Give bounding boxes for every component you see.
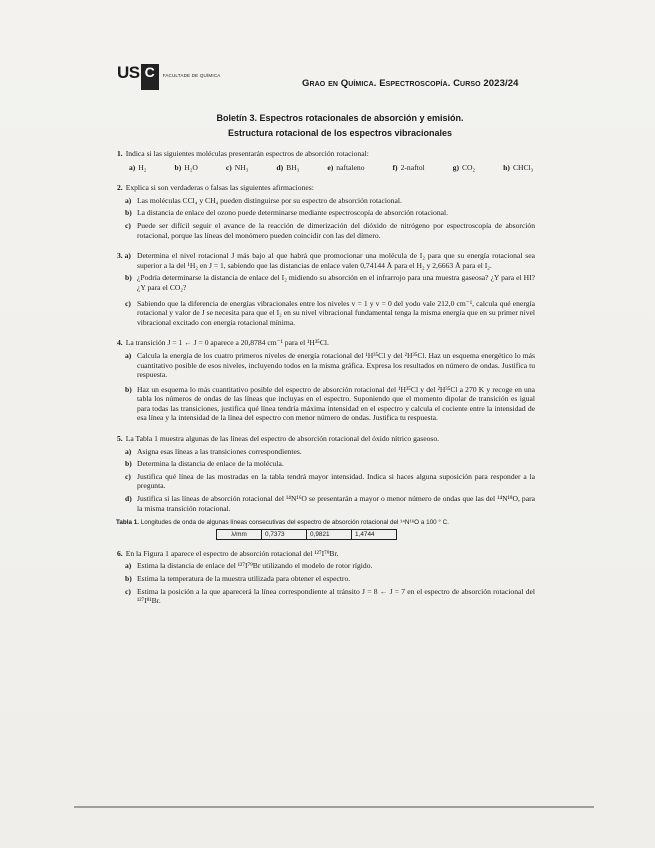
exercise-list bbox=[117, 149, 535, 606]
logo-box: C bbox=[141, 64, 159, 90]
sub-question: a) Estima la distancia de enlace del ¹²⁷I⁷⁹Br utilizando el modelo de rotor rígido. bbox=[125, 561, 373, 571]
option-item: c) NH₃ bbox=[225, 162, 249, 172]
q-text: En la Figura 1 aparece el espectro de absorción rotacional del ¹²⁷I⁷⁹Br. bbox=[125, 548, 339, 558]
q-number: 2. bbox=[117, 183, 123, 193]
bulletin-title: Boletín 3. Espectros rotacionales de absorción y emisión. bbox=[216, 113, 464, 123]
sub-question: a) Las moléculas CCl₄ y CH₄ pueden distinguirse por su espectro de absorción rotacional. bbox=[125, 195, 402, 205]
sub-question: c) Justifica qué línea de las mostradas en la tabla tendrá mayor intensidad. Indica si haces alguna suposición para responder a la pregunta. bbox=[125, 471, 535, 491]
table-header-cell: λ/mm bbox=[217, 529, 262, 539]
table-cell: 0,7373 bbox=[262, 529, 307, 539]
sub-question: c) Puede ser difícil seguir el avance de la reacción de dimerización del dióxido de nitrógeno por espectroscopía de absorción rotacional, porque las líneas del monómero pueden coincidir con las del dímero. bbox=[125, 220, 535, 240]
question-2 bbox=[117, 183, 535, 240]
sub-question: c) Sabiendo que la diferencia de energías vibracionales entre los niveles v = 1 y v = 0 del yodo vale 212,0 cm⁻¹, calcula qué energía rotacional y valor de J se necesita para que el I₂ en su nivel vibracional fundamental tenga la misma energía que en su primer nivel vibracional excitado con energía rotacional mínima. bbox=[125, 298, 535, 327]
q-number: 1. bbox=[117, 149, 123, 158]
question-4 bbox=[117, 338, 535, 423]
option-item: a) H₂ bbox=[129, 162, 147, 172]
sub-question: a) Asigna esas líneas a las transiciones correspondientes. bbox=[125, 446, 302, 456]
table-cell: 0,9821 bbox=[307, 529, 352, 539]
sub-question: b) Haz un esquema lo más cuantitativo posible del espectro de absorción rotacional del ¹H³⁵Cl y del ²H³⁵Cl a 270 K y recoge en una tabla los números de ondas de las líneas que incluyas en el espectro. Suponiendo que el momento dipolar de transición es igual para todas las transiciones, justifica qué línea tendría máxima intensidad en el espectro y calcula el cociente entre la intensidad de esa línea y la intensidad de la línea del espectro con menor número de ondas. Justifica tu respuesta. bbox=[125, 384, 535, 423]
q-number: 5. bbox=[117, 434, 123, 444]
wavelength-table bbox=[216, 529, 397, 540]
bulletin-subtitle: Estructura rotacional de los espectros vibracionales bbox=[227, 128, 453, 138]
course-header: Grao en Química. Espectroscopía. Curso 2023/24 bbox=[302, 78, 519, 89]
option-item: b) H₂O bbox=[174, 162, 198, 172]
option-item: d) BH₃ bbox=[276, 162, 300, 172]
option-item: e) naftaleno bbox=[327, 162, 365, 172]
logo-text: US bbox=[117, 63, 140, 82]
sub-question: d) Justifica si las líneas de absorción rotacional del ¹⁴N¹⁶O se presentarán a mayor o menor número de ondas que las del ¹⁴N¹⁸O, para la misma transición rotacional. bbox=[125, 494, 535, 513]
molecule-options bbox=[129, 163, 535, 173]
sub-question: b) Determina la distancia de enlace de la molécula. bbox=[125, 459, 284, 469]
faculty-name: FACULTADE DE QUÍMICA bbox=[162, 73, 221, 78]
option-item: h) CHCl₃ bbox=[503, 162, 534, 172]
q-number: 6. bbox=[117, 548, 123, 558]
sub-question: b) ¿Podría determinarse la distancia de enlace del I₂ midiendo su absorción en el infrarrojo para una muestra gaseosa? ¿Y para el HI? ¿Y para el CO₂? bbox=[125, 273, 535, 292]
table-cell: 1,4744 bbox=[352, 529, 397, 539]
sub-question: a) Calcula la energía de los cuatro primeros niveles de energía rotacional del ¹H³⁵Cl y del ²H³⁵Cl. Haz un esquema energético lo más cuantitativo posible de esos niveles, incluyendo todos en la misma gráfica. Expresa los resultados en número de ondas. Justifica tu respuesta. bbox=[125, 350, 535, 380]
sub-question: c) Estima la posición a la que aparecerá la línea correspondiente al tránsito J = 8 ← J = 7 en el espectro de absorción rotacional del ¹²⁷I⁸¹Br. bbox=[125, 586, 535, 606]
q-text: La Tabla 1 muestra algunas de las líneas del espectro de absorción rotacional del óxido nítrico gaseoso. bbox=[125, 434, 440, 444]
option-item: f) 2-naftol bbox=[392, 162, 425, 172]
question-1 bbox=[117, 149, 535, 172]
usc-logo bbox=[117, 64, 220, 90]
q-text: Indica si las siguientes moléculas presentarán espectros de absorción rotacional: bbox=[125, 149, 369, 158]
scan-edge-line bbox=[74, 806, 594, 808]
q-text: La transición J = 1 ← J = 0 aparece a 20,8784 cm⁻¹ para el ¹H³⁵Cl. bbox=[125, 338, 329, 348]
question-6 bbox=[117, 549, 535, 606]
table-caption: Tabla 1. Longitudes de onda de algunas líneas consecutivas del espectro de absorción rotacional del ¹⁴N¹⁶O a 100 ° C. bbox=[116, 519, 449, 527]
sub-question: b) La distancia de enlace del ozono puede determinarse mediante espectroscopía de absorción rotacional. bbox=[125, 208, 448, 218]
sub-question: b) Estima la temperatura de la muestra utilizada para obtener el espectro. bbox=[125, 574, 351, 583]
q-number: 4. bbox=[117, 338, 123, 348]
q-text: Explica si son verdaderas o falsas las siguientes afirmaciones: bbox=[125, 183, 314, 193]
question-3 bbox=[117, 251, 535, 327]
sub-question: 3. a) Determina el nivel rotacional J más bajo al que habrá que promocionar una molécula de I₂ para que su energía rotacional sea superior a la del ¹H₂ en J = 1, sabiendo que las distancias de enlace valen 0,74144 Å para el H₂ y 2,6663 Å para el I₂. bbox=[117, 251, 535, 270]
question-5 bbox=[117, 434, 535, 540]
option-item: g) CO₂ bbox=[452, 162, 476, 172]
